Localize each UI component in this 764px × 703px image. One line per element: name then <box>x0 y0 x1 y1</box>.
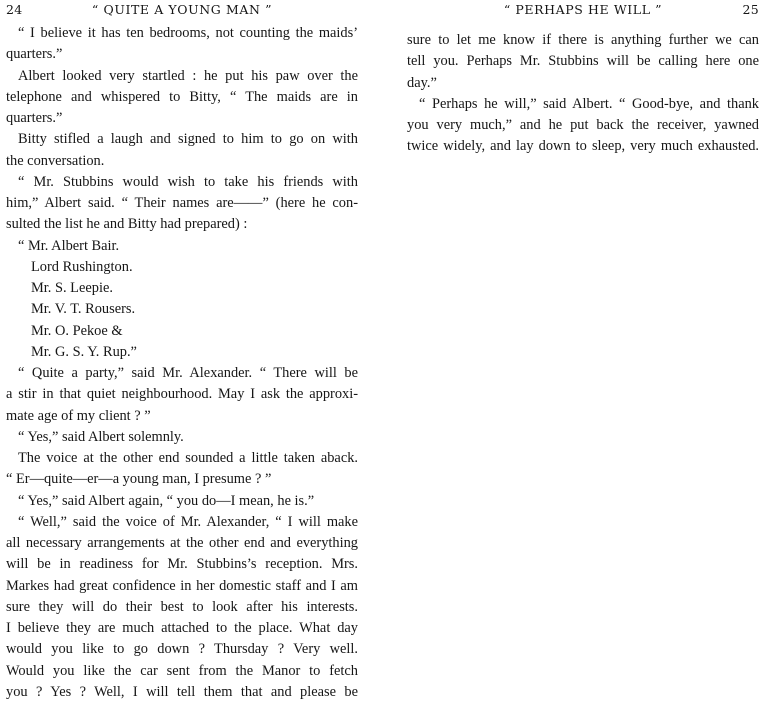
text-line: the conversation. <box>6 152 105 169</box>
text-line: “ Mr. Albert Bair. <box>18 237 120 254</box>
text-line: “ Quite a party,” said Mr. Alexander. “ There will be <box>18 365 358 381</box>
text-line: sure they will do their best to look after his interests. <box>6 598 358 615</box>
text-line: Markes had great confidence in her domestic staff and I am <box>6 577 358 594</box>
page-number: 24 <box>6 2 23 17</box>
text-line: “ Yes,” said Albert again, “ you do—I mean, he is.” <box>18 492 315 509</box>
text-line: sulted the list he and Bitty had prepared) : <box>6 216 248 233</box>
text-line: “ Yes,” said Albert solemnly. <box>18 428 184 445</box>
text-line: all necessary arrangements at the other end and everything <box>6 535 358 551</box>
running-head <box>407 0 759 20</box>
text-line: “ Well,” said the voice of Mr. Alexander, “ I will make <box>18 513 358 530</box>
text-line: Bitty stifled a laugh and signed to him to go on with <box>18 131 358 148</box>
running-head <box>6 0 358 20</box>
text-line: “ Mr. Stubbins would wish to take his friends with <box>18 173 358 190</box>
text-line: day.” <box>407 74 437 91</box>
text-line: tell you. Perhaps Mr. Stubbins will be calling here one <box>407 53 759 70</box>
text-line: The voice at the other end sounded a little taken aback. <box>18 450 358 466</box>
text-line: would you like to go down ? Thursday ? Very well. <box>6 641 358 658</box>
text-line: quarters.” <box>6 110 63 126</box>
text-line: mate age of my client ? ” <box>6 407 151 424</box>
text-line: twice widely, and lay down to sleep, very much exhausted. <box>407 138 759 155</box>
text-line: Would you like the car sent from the Manor to fetch <box>6 662 358 679</box>
page-number: 25 <box>742 2 759 17</box>
text-line: “ Er—quite—er—a young man, I presume ? ” <box>6 471 272 488</box>
body-text <box>407 30 759 158</box>
running-head-title: “ PERHAPS HE WILL ” <box>503 2 663 17</box>
right-page <box>407 0 759 155</box>
text-line: him,” Albert said. “ Their names are——” (here he con- <box>6 195 358 211</box>
text-line: “ I believe it has ten bedrooms, not counting the maids’ <box>18 25 358 41</box>
left-page <box>6 0 358 700</box>
text-line: you ? Yes ? Well, I will tell them that and please be <box>6 683 358 700</box>
text-line: Albert looked very startled : he put his paw over the <box>18 67 358 84</box>
text-line: you very much,” and he put back the receiver, yawned <box>407 117 759 133</box>
text-line: I believe they are much attached to the place. What day <box>6 620 358 636</box>
text-line: quarters.” <box>6 46 63 63</box>
text-line: Lord Rushington. <box>31 258 133 275</box>
text-line: Mr. S. Leepie. <box>31 280 113 296</box>
text-line: sure to let me know if there is anything further we can <box>407 32 759 48</box>
text-line: Mr. O. Pekoe & <box>31 322 123 339</box>
text-line: a stir in that quiet neighbourhood. May I ask the approxi- <box>6 386 358 403</box>
text-line: Mr. G. S. Y. Rup.” <box>31 343 137 360</box>
text-line: “ Perhaps he will,” said Albert. “ Good-bye, and thank <box>419 95 759 112</box>
body-text <box>6 23 358 703</box>
running-head-title: “ QUITE A YOUNG MAN ” <box>91 2 273 17</box>
text-line: telephone and whispered to Bitty, “ The maids are in <box>6 88 358 105</box>
text-line: will be in readiness for Mr. Stubbins’s reception. Mrs. <box>6 556 358 573</box>
text-line: Mr. V. T. Rousers. <box>31 301 136 318</box>
